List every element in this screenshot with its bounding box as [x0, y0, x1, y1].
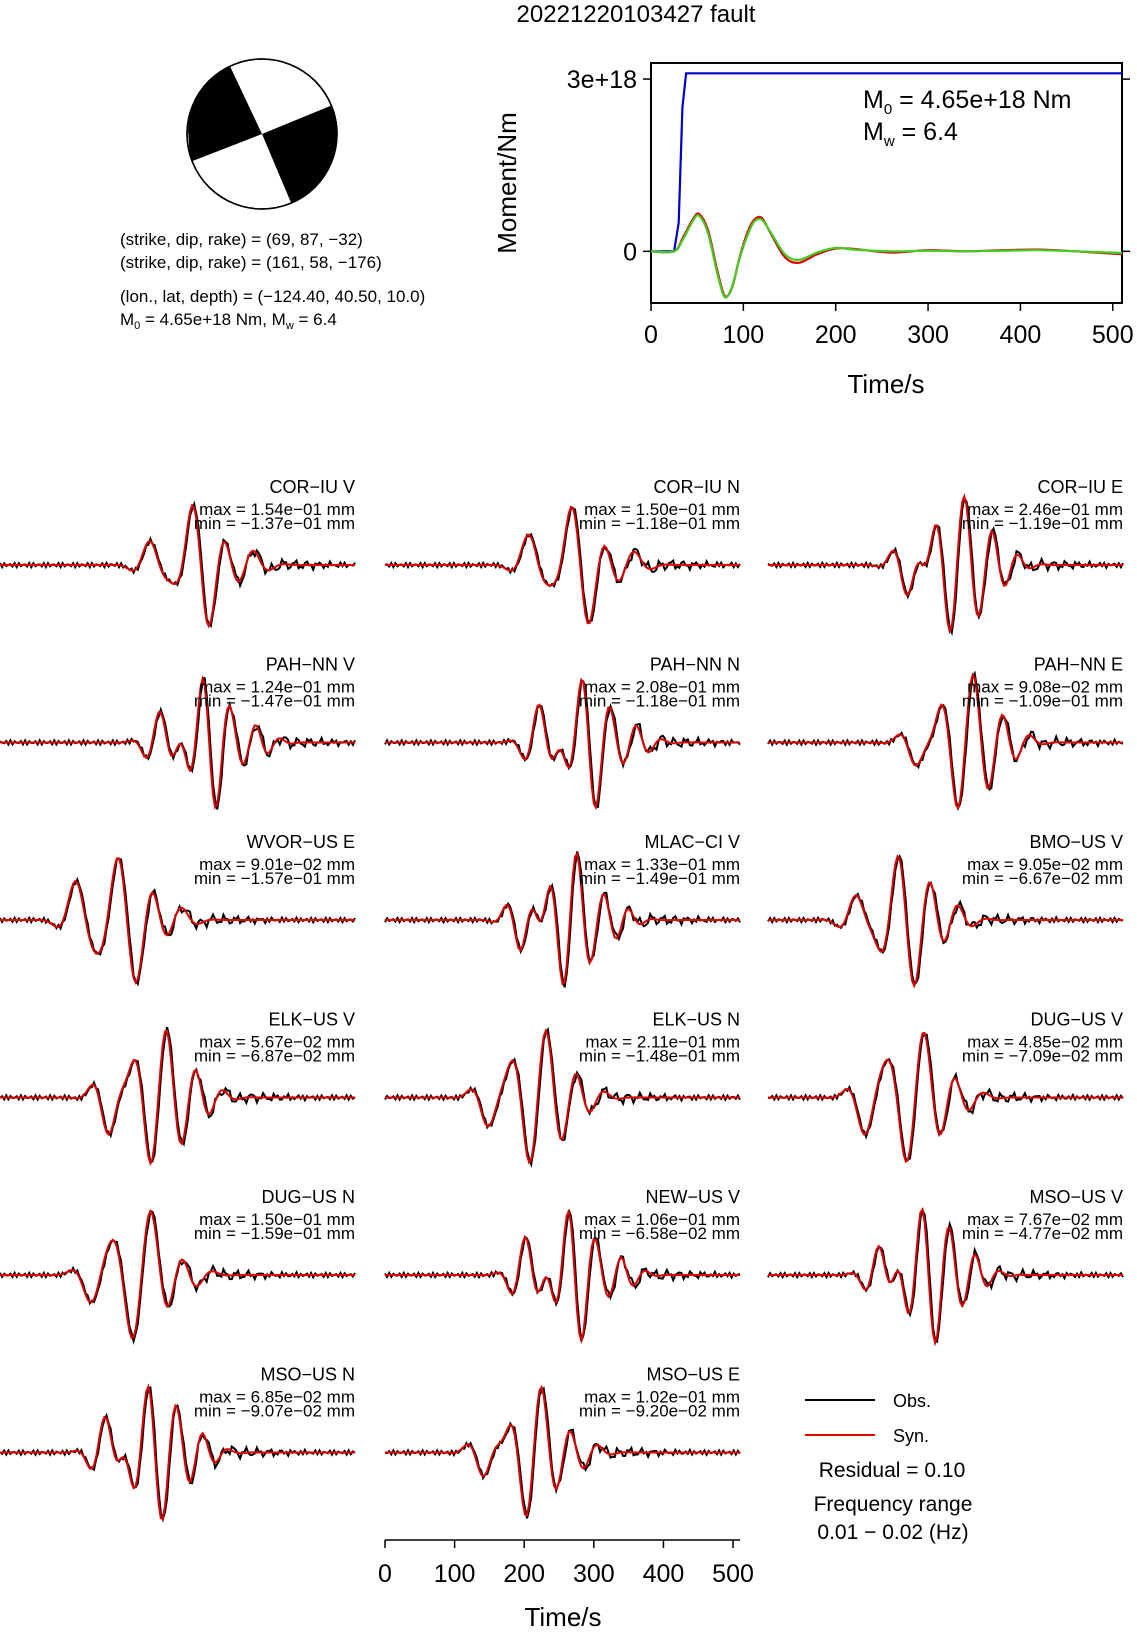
nodal-plane-2: (strike, dip, rake) = (161, 58, −176): [120, 253, 382, 272]
waveform-panel: [0, 655, 355, 810]
waveform-station-label: DUG−US V: [1030, 1009, 1123, 1030]
waveform-panel: [768, 655, 1123, 809]
figure-title: 20221220103427 fault: [516, 1, 756, 28]
waveform-legend: [805, 1391, 972, 1544]
waveform-station-label: WVOR−US E: [246, 832, 355, 852]
waveform-panel: [768, 477, 1123, 633]
waveform-min-label: min = −7.09e−02 mm: [961, 1046, 1123, 1066]
focal-mechanism-info: [120, 230, 425, 332]
moment-y-tick-label: 3e+18: [566, 66, 637, 95]
waveform-station-label: MLAC−CI V: [644, 832, 740, 852]
moment-rate-plot: [492, 63, 1134, 399]
waveform-panel: [385, 1187, 740, 1341]
waveform-min-label: min = −6.87e−02 mm: [193, 1046, 355, 1066]
frequency-range-value: 0.01 − 0.02 (Hz): [817, 1521, 969, 1544]
waveform-min-label: min = −1.49e−01 mm: [578, 869, 740, 888]
waveform-panel: [768, 1187, 1123, 1343]
waveform-max-label: max = 1.06e−01 mm: [584, 1210, 740, 1229]
waveform-station-label: ELK−US V: [268, 1009, 355, 1030]
waveform-max-label: max = 1.02e−01 mm: [584, 1387, 740, 1407]
waveform-min-label: min = −1.09e−01 mm: [961, 691, 1123, 711]
focal-mechanism-beachball: [187, 59, 341, 209]
waveform-panel: [0, 477, 355, 626]
waveform-panel: [768, 832, 1123, 986]
waveform-min-label: min = −1.18e−01 mm: [578, 691, 740, 711]
waveform-station-label: NEW−US V: [645, 1187, 740, 1207]
frequency-range-label: Frequency range: [813, 1493, 973, 1516]
waveform-time-axis: [378, 1540, 754, 1632]
moment-x-tick-label: 300: [907, 321, 949, 349]
waveform-max-label: max = 9.05e−02 mm: [967, 855, 1123, 874]
waveform-x-axis-label: Time/s: [524, 1602, 602, 1632]
waveform-panel: [385, 1365, 740, 1519]
waveform-min-label: min = −1.57e−01 mm: [193, 869, 355, 888]
nodal-plane-1: (strike, dip, rake) = (69, 87, −32): [120, 230, 363, 249]
moment-mw-annotation: $M_w = 6.4$: [863, 118, 958, 150]
moment-y-axis-label: Moment/Nm: [492, 112, 522, 254]
legend-obs-label: Obs.: [893, 1391, 932, 1411]
waveform-min-label: min = −1.47e−01 mm: [193, 691, 355, 711]
waveform-max-label: max = 1.50e−01 mm: [584, 500, 740, 519]
moment-x-tick-label: 0: [644, 321, 658, 349]
waveform-max-label: max = 1.33e−01 mm: [584, 855, 740, 874]
waveform-panel: [385, 1010, 740, 1165]
waveform-min-label: min = −1.19e−01 mm: [961, 514, 1123, 533]
waveform-x-tick-label: 300: [572, 1560, 615, 1588]
waveform-panel: [385, 477, 740, 623]
waveform-x-tick-label: 100: [433, 1560, 476, 1588]
waveform-station-label: PAH−NN E: [1033, 654, 1123, 675]
waveform-max-label: max = 7.67e−02 mm: [967, 1210, 1123, 1229]
waveform-panel: [0, 1187, 355, 1341]
legend-syn-label: Syn.: [893, 1426, 930, 1446]
waveform-panel: [768, 1010, 1123, 1162]
waveform-max-label: max = 9.01e−02 mm: [199, 855, 355, 874]
waveform-station-label: MSO−US V: [1029, 1187, 1123, 1207]
residual-label: Residual = 0.10: [818, 1459, 966, 1482]
waveform-station-label: COR−IU N: [653, 477, 740, 497]
waveform-station-label: BMO−US V: [1029, 832, 1123, 852]
moment-x-axis-label: Time/s: [847, 369, 925, 399]
waveform-station-label: DUG−US N: [261, 1187, 355, 1207]
waveform-panel: [385, 655, 740, 808]
moment-x-tick-label: 400: [999, 321, 1042, 349]
waveform-min-label: min = −4.77e−02 mm: [961, 1224, 1123, 1243]
waveform-x-tick-label: 500: [712, 1560, 754, 1588]
event-location: (lon., lat, depth) = (−124.40, 40.50, 10.0): [120, 287, 426, 306]
moment-y-tick-label: 0: [623, 238, 637, 267]
waveform-min-label: min = −1.18e−01 mm: [578, 514, 740, 533]
waveform-station-label: PAH−NN V: [265, 654, 355, 675]
waveform-station-label: COR−IU V: [269, 477, 355, 497]
waveform-max-label: max = 9.08e−02 mm: [967, 677, 1123, 697]
waveform-x-tick-label: 200: [503, 1560, 546, 1588]
waveform-max-label: max = 1.54e−01 mm: [199, 500, 355, 519]
moment-x-tick-label: 500: [1091, 321, 1134, 349]
waveform-station-label: MSO−US N: [260, 1364, 355, 1385]
waveform-panel: [385, 832, 740, 987]
waveform-station-label: ELK−US N: [652, 1009, 740, 1030]
moment-series-rate-red: [651, 213, 1122, 296]
waveform-min-label: min = −6.67e−02 mm: [961, 869, 1123, 888]
waveform-min-label: min = −1.37e−01 mm: [193, 514, 355, 533]
waveform-station-label: COR−IU E: [1037, 477, 1123, 497]
waveform-panel: [0, 832, 355, 984]
moment-magnitude-line: $M_0 = 4.65e+18$ Nm, $M_w = 6.4$: [120, 310, 337, 332]
waveform-min-label: min = −9.07e−02 mm: [193, 1401, 355, 1421]
moment-m0-annotation: $M_0 = 4.65e+18$ Nm: [863, 86, 1072, 118]
waveform-min-label: min = −6.58e−02 mm: [578, 1224, 740, 1243]
waveform-station-label: PAH−NN N: [649, 654, 740, 675]
waveform-max-label: max = 5.67e−02 mm: [199, 1032, 355, 1052]
waveform-min-label: min = −9.20e−02 mm: [578, 1401, 740, 1421]
waveform-station-label: MSO−US E: [646, 1364, 740, 1385]
waveform-max-label: max = 6.85e−02 mm: [199, 1387, 355, 1407]
waveform-max-label: max = 2.46e−01 mm: [967, 500, 1123, 519]
waveform-x-tick-label: 0: [378, 1560, 392, 1588]
waveform-max-label: max = 4.85e−02 mm: [967, 1032, 1123, 1052]
moment-x-tick-label: 100: [722, 321, 765, 349]
waveform-min-label: min = −1.48e−01 mm: [578, 1046, 740, 1066]
waveform-panel: [0, 1365, 355, 1520]
waveform-max-label: max = 1.24e−01 mm: [199, 677, 355, 697]
waveform-max-label: max = 2.08e−01 mm: [584, 677, 740, 697]
waveform-panels: [0, 477, 1123, 1519]
moment-x-ticks: [644, 303, 1134, 349]
moment-x-tick-label: 200: [814, 321, 857, 349]
waveform-x-tick-label: 400: [642, 1560, 685, 1588]
waveform-panel: [0, 1010, 355, 1164]
waveform-max-label: max = 1.50e−01 mm: [199, 1210, 355, 1229]
waveform-min-label: min = −1.59e−01 mm: [193, 1224, 355, 1243]
waveform-max-label: max = 2.11e−01 mm: [585, 1032, 740, 1052]
